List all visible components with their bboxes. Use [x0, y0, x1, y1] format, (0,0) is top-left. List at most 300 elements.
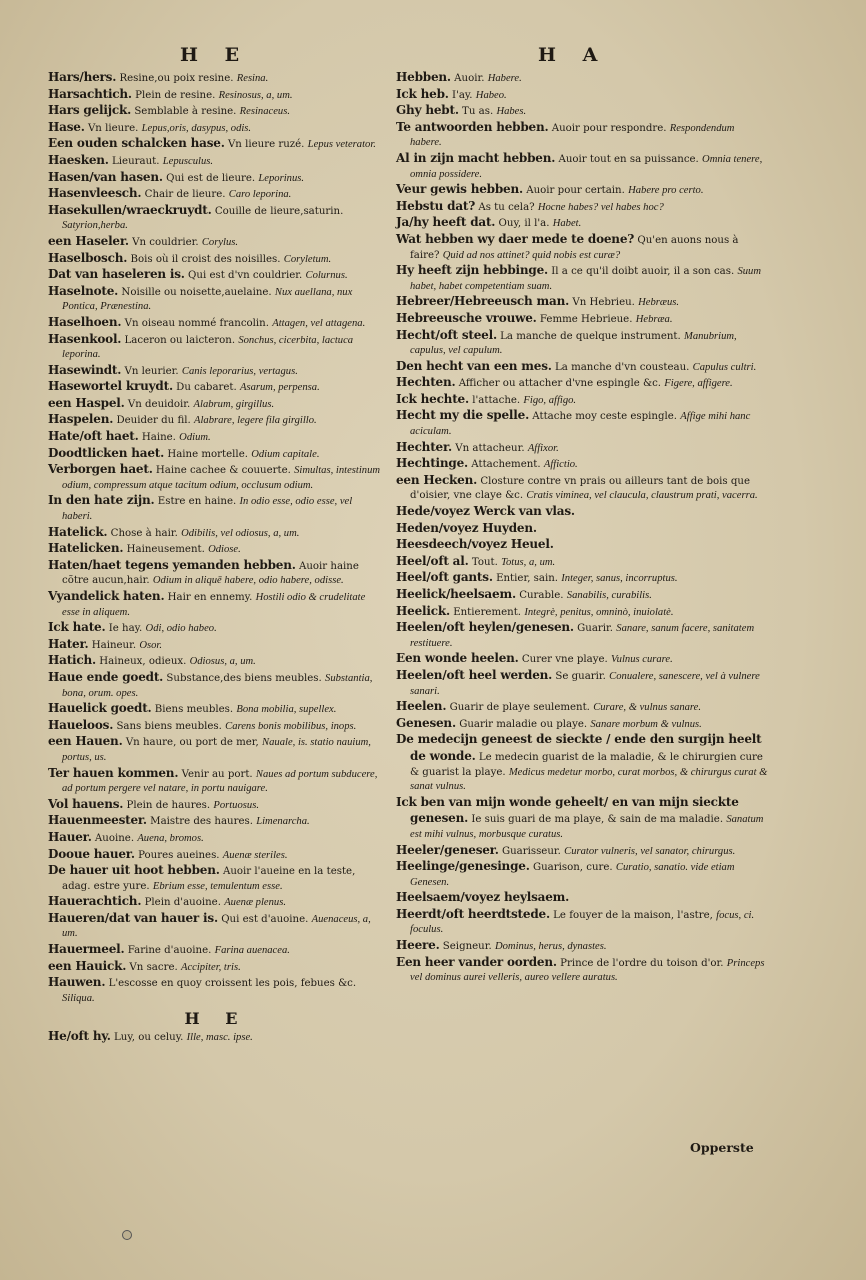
entry-latin: Farina auenacea. — [214, 945, 290, 957]
entry-headword: Hate/oft haet. — [48, 429, 139, 444]
dictionary-entry — [396, 408, 768, 439]
entry-latin: Sanare morbum & vulnus. — [590, 718, 702, 730]
entry-french: Tu as. — [462, 106, 494, 118]
entry-headword: Hechtinge. — [396, 456, 469, 471]
entry-latin: Limenarcha. — [256, 816, 310, 828]
entry-french: Ie suis guari de ma playe, & sain de ma maladie. — [471, 814, 724, 826]
entry-latin: Simultas, intestinum odium, compressum atque tacitum odium, occlusum odium. — [62, 465, 381, 491]
entry-french: Haineusement. — [126, 544, 205, 556]
entry-headword: Hauermeel. — [48, 942, 125, 957]
entry-headword: Al in zijn macht hebben. — [396, 150, 556, 165]
dictionary-entry — [396, 359, 768, 376]
entry-latin: Integer, sanus, incorruptus. — [561, 573, 678, 585]
entry-french: As tu cela? — [478, 201, 535, 213]
entry-headword: een Haspel. — [48, 395, 125, 410]
entry-latin: Odibilis, vel odiosus, a, um. — [181, 527, 300, 539]
entry-french: Chose à hair. — [110, 527, 178, 539]
entry-french: Guarir. — [577, 623, 614, 635]
entry-latin: Odiosus, a, um. — [189, 656, 256, 668]
dictionary-entry — [396, 328, 768, 359]
entry-headword: Hasewindt. — [48, 362, 122, 377]
entry-headword: Heelen/oft heel werden. — [396, 667, 553, 682]
dictionary-entry — [396, 263, 768, 294]
dictionary-entry — [48, 412, 384, 429]
entry-headword: Hauenmeester. — [48, 813, 147, 828]
dictionary-entry — [48, 120, 384, 137]
dictionary-entry — [48, 734, 384, 765]
entry-latin: Vulnus curare. — [610, 654, 673, 666]
entry-latin: Curare, & vulnus sanare. — [593, 702, 701, 714]
entry-headword: Hasenkool. — [48, 331, 122, 346]
entry-headword: Ick hechte. — [396, 391, 469, 406]
entry-headword: Dat van haseleren is. — [48, 267, 185, 282]
entry-french: Le medecin guarist de la maladie, & le chirurgien cure & guarist la playe. — [410, 751, 763, 778]
dictionary-entry — [48, 396, 384, 413]
entry-french: Auoine. — [94, 832, 135, 844]
entry-latin: Habere pro certo. — [628, 185, 704, 197]
dictionary-entry — [396, 570, 768, 587]
entry-latin: Totus, a, um. — [501, 556, 556, 568]
entry-latin: Canis leporarius, vertagus. — [181, 365, 298, 377]
dictionary-entry — [396, 199, 768, 216]
entry-french: Lieuraut. — [112, 155, 160, 167]
entry-headword: Hars gelijck. — [48, 103, 132, 118]
entry-latin: Auenaceus, a, um. — [62, 913, 371, 940]
dictionary-entry — [396, 521, 768, 538]
entry-french: Haine cachee & couuerte. — [155, 465, 291, 477]
entry-french: Auoir pour respondre. — [551, 122, 667, 134]
dictionary-entry — [48, 153, 384, 170]
entry-latin: Alabrum, girgillus. — [193, 398, 275, 410]
entry-latin: Cratis viminea, vel claucula, claustrum prati, vacerra. — [526, 490, 758, 502]
dictionary-entry — [396, 890, 768, 907]
entry-french: Haineur. — [91, 639, 137, 651]
entry-french: Se guarir. — [555, 670, 606, 682]
entry-headword: Hauelick goedt. — [48, 701, 152, 716]
entry-latin: Suum habet, habet competentiam suam. — [410, 266, 761, 292]
entry-headword: In den hate zijn. — [48, 493, 155, 508]
entry-headword: Haesken. — [48, 152, 109, 167]
entry-headword: Heelick. — [396, 603, 450, 618]
entry-latin: Habeo. — [475, 89, 507, 101]
entry-latin: Affictio. — [543, 459, 578, 471]
entry-french: Femme Hebrieue. — [539, 313, 633, 325]
dictionary-entry — [396, 537, 768, 554]
entry-french: Auoir l'aueine en la teste, adag. estre yure. — [62, 866, 356, 892]
catchword: Opperste — [690, 1140, 754, 1155]
entry-french: Vn leurier. — [124, 365, 179, 377]
dictionary-entry — [48, 446, 384, 463]
entry-french: Luy, ou celuy. — [114, 1032, 184, 1044]
entry-headword: een Hecken. — [396, 472, 478, 487]
entry-latin: Siliqua. — [62, 992, 95, 1004]
entry-latin: In odio esse, odio esse, vel haberi. — [62, 496, 353, 523]
entry-headword: Ick heb. — [396, 86, 449, 101]
dictionary-entry — [48, 429, 384, 446]
entry-headword: Haueloos. — [48, 717, 114, 732]
entry-headword: Haueren/dat van hauer is. — [48, 910, 218, 925]
entry-latin: Lepusculus. — [162, 155, 214, 167]
entry-headword: Ghy hebt. — [396, 103, 459, 118]
entry-headword: Harsachtich. — [48, 86, 132, 101]
entry-french: Ie hay. — [108, 623, 143, 635]
entry-french: Vn deuidoir. — [127, 398, 191, 410]
entry-latin: Habet. — [552, 218, 582, 230]
entry-latin: Osor. — [139, 639, 163, 651]
entry-headword: Hars/hers. — [48, 70, 117, 84]
entry-french: Sans biens meubles. — [116, 720, 222, 732]
running-head-left: H E — [180, 44, 250, 66]
entry-french: Noisille ou noisette,auelaine. — [121, 286, 272, 298]
entry-headword: De hauer uit hoot hebben. — [48, 863, 220, 878]
entry-latin: focus, ci. foculus. — [410, 909, 755, 936]
entry-french: Attachement. — [471, 459, 541, 471]
entry-headword: Heelsaem/voyez heylsaem. — [396, 890, 570, 905]
entry-french: Haineux, odieux. — [99, 656, 187, 668]
dictionary-entry — [48, 620, 384, 637]
entry-headword: Hauerachtich. — [48, 894, 142, 909]
dictionary-entry — [48, 493, 384, 524]
dictionary-entry — [396, 604, 768, 621]
dictionary-entry — [396, 651, 768, 668]
entry-french: Bois où il croist des noisilles. — [130, 253, 281, 265]
entry-french: Le fouyer de la maison, l'astre, — [553, 909, 713, 921]
entry-french: Prince de l'ordre du toison d'or. — [560, 957, 724, 969]
dictionary-entry — [48, 541, 384, 558]
dictionary-entry — [396, 473, 768, 504]
entry-latin: Sanabilis, curabilis. — [566, 590, 652, 601]
entry-headword: Hasekullen/wraeckruydt. — [48, 202, 212, 217]
entry-headword: Een wonde heelen. — [396, 651, 519, 666]
dictionary-entry — [396, 716, 768, 733]
entry-french: Venir au port. — [181, 768, 253, 780]
entry-french: Deuider du fil. — [116, 415, 191, 427]
dictionary-entry — [48, 766, 384, 797]
entry-french: Vn lieure. — [87, 122, 139, 134]
dictionary-entry — [396, 440, 768, 457]
entry-latin: Hebræa. — [635, 313, 673, 325]
entry-french: Vn couldrier. — [132, 236, 199, 248]
entry-headword: Hasen/van hasen. — [48, 169, 163, 184]
entry-latin: Auena, bromos. — [137, 832, 204, 844]
entry-latin: Colurnus. — [305, 270, 348, 282]
entry-headword: Heelen. — [396, 699, 447, 714]
entry-headword: Hechter. — [396, 439, 452, 454]
entry-headword: Heeler/geneser. — [396, 842, 499, 857]
entry-french: Guarir de playe seulement. — [449, 702, 590, 714]
dictionary-entry — [396, 668, 768, 699]
entry-latin: Sanare, sanum facere, sanitatem restituere. — [410, 623, 755, 649]
entry-french: Attache moy ceste espingle. — [532, 411, 678, 423]
dictionary-entry — [396, 907, 768, 938]
entry-headword: Den hecht van een mes. — [396, 358, 552, 373]
entry-headword: Een heer vander oorden. — [396, 954, 557, 969]
dictionary-entry — [48, 70, 384, 87]
entry-headword: een Haseler. — [48, 233, 129, 248]
entry-latin: Hostili odio & crudelitate esse in aliquem. — [62, 592, 366, 618]
entry-headword: Hasewortel kruydt. — [48, 379, 173, 394]
entry-headword: Doodtlicken haet. — [48, 445, 165, 460]
dictionary-entry — [396, 392, 768, 409]
dictionary-entry — [48, 251, 384, 268]
entry-headword: Heerdt/oft heerdtstede. — [396, 906, 550, 921]
dictionary-entry — [48, 797, 384, 814]
entry-latin: Lepus,oris, dasypus, odis. — [141, 122, 252, 134]
entry-headword: Haselbosch. — [48, 250, 128, 265]
dictionary-entry — [48, 894, 384, 911]
right-column — [396, 70, 768, 986]
entry-headword: Heelick/heelsaem. — [396, 587, 516, 601]
entry-latin: Capulus cultri. — [692, 361, 757, 373]
entry-headword: Hecht my die spelle. — [396, 408, 530, 423]
entry-headword: De medecijn geneest de sieckte / ende den surgijn heelt de wonde. — [396, 732, 762, 763]
entry-french: Vn haure, ou port de mer, — [125, 737, 259, 749]
entry-headword: Haselnote. — [48, 283, 119, 298]
dictionary-entry — [48, 558, 384, 589]
entry-french: I'ay. — [452, 89, 473, 101]
entry-headword: Haten/haet tegens yemanden hebben. — [48, 557, 296, 572]
entry-latin: Princeps vel dominus aurei velleris, aureo vellere auratus. — [410, 957, 765, 984]
dictionary-entry — [48, 462, 384, 493]
entry-french: Guarir maladie ou playe. — [459, 718, 588, 730]
entry-latin: Satyrion,herba. — [62, 220, 128, 232]
dictionary-entry — [396, 938, 768, 955]
dictionary-entry — [396, 70, 768, 87]
entry-latin: Accipiter, tris. — [180, 961, 241, 973]
entry-latin: Affixor. — [527, 442, 559, 454]
entry-latin: Habes. — [496, 106, 527, 118]
entry-french: Du cabaret. — [176, 382, 237, 394]
entry-french: Vn Hebrieu. — [572, 297, 635, 309]
entry-headword: Heel/oft gants. — [396, 570, 493, 585]
dictionary-entry — [396, 699, 768, 716]
entry-french: Semblable à resine. — [134, 106, 237, 118]
entry-french: Qui est d'vn couldrier. — [188, 270, 303, 282]
dictionary-entry — [48, 379, 384, 396]
entry-headword: Hater. — [48, 636, 89, 651]
entry-headword: Heere. — [396, 938, 440, 953]
dictionary-entry — [396, 795, 768, 843]
entry-headword: Hasenvleesch. — [48, 186, 142, 201]
entry-latin: Curatio, sanatio. vide etiam Genesen. — [410, 862, 735, 888]
entry-french: Auoir pour certain. — [526, 185, 625, 197]
entry-headword: een Hauen. — [48, 734, 123, 749]
entry-latin: Sonchus, cicerbita, lactuca leporina. — [62, 334, 354, 361]
entry-latin: Medicus medetur morbo, curat morbos, & chirurgus curat & sanat vulnus. — [410, 766, 768, 793]
entry-headword: Haue ende goedt. — [48, 669, 164, 684]
entry-latin: Hocne habes? vel habes hoc? — [537, 201, 664, 213]
dictionary-entry — [396, 120, 768, 151]
entry-latin: Quid ad nos attinet? quid nobis est curæ? — [442, 249, 621, 261]
dictionary-entry — [396, 732, 768, 794]
dictionary-entry — [396, 620, 768, 651]
entry-headword: Hechten. — [396, 375, 456, 390]
entry-headword: Hatelick. — [48, 524, 108, 539]
entry-french: Substance,des biens meubles. — [166, 672, 322, 684]
entry-latin: Omnia tenere, omnia possidere. — [410, 153, 763, 180]
dictionary-entry — [48, 203, 384, 234]
dictionary-entry — [48, 103, 384, 120]
entry-french: Vn attacheur. — [455, 442, 525, 454]
entry-latin: Resinaceus. — [239, 106, 290, 118]
entry-french: Chair de lieure. — [144, 189, 226, 201]
dictionary-entry — [48, 136, 384, 153]
entry-latin: Alabrare, legere fila girgillo. — [194, 415, 317, 427]
entry-headword: Vyandelick haten. — [48, 589, 165, 603]
entry-headword: Hy heeft zijn hebbinge. — [396, 263, 549, 278]
dictionary-entry — [396, 955, 768, 986]
entry-headword: Dooue hauer. — [48, 846, 135, 861]
entry-latin: Affige mihi hanc aciculam. — [410, 411, 751, 438]
entry-french: L'escosse en quoy croissent les pois, febues &c. — [108, 978, 357, 990]
dictionary-entry — [48, 718, 384, 735]
entry-latin: Odium. — [179, 432, 211, 444]
entry-latin: Ebrium esse, temulentum esse. — [152, 880, 283, 892]
entry-latin: Bona mobilia, supellex. — [236, 704, 337, 716]
dictionary-entry — [48, 637, 384, 654]
entry-french: Entierement. — [453, 606, 522, 618]
entry-french: Resine,ou poix resine. — [119, 73, 234, 84]
entry-headword: Genesen. — [396, 715, 456, 730]
entry-latin: Integrè, penitus, omninò, inuiolatè. — [524, 606, 674, 618]
entry-headword: Heesdeech/voyez Heuel. — [396, 537, 554, 552]
dictionary-entry — [396, 587, 768, 604]
entry-french: Il a ce qu'il doibt auoir, il a son cas. — [551, 266, 735, 278]
entry-headword: Ter hauen kommen. — [48, 765, 179, 780]
dictionary-entry — [396, 215, 768, 232]
entry-latin: Dominus, herus, dynastes. — [494, 941, 607, 953]
dictionary-entry — [48, 959, 384, 976]
dictionary-entry — [48, 1029, 384, 1046]
entry-french: Farine d'auoine. — [127, 945, 212, 957]
entry-latin: Auenæ steriles. — [222, 849, 288, 861]
entry-latin: Sanatum est mihi vulnus, morbusque curatus. — [410, 814, 764, 840]
entry-french: Couille de lieure,saturin. — [214, 205, 344, 217]
dictionary-entry — [48, 830, 384, 847]
dictionary-entry — [48, 284, 384, 315]
entry-latin: Habere. — [487, 73, 522, 84]
dictionary-entry — [48, 315, 384, 332]
entry-headword: Wat hebben wy daer mede te doene? — [396, 231, 635, 246]
entry-french: Estre en haine. — [157, 496, 237, 508]
entry-french: Biens meubles. — [154, 704, 234, 716]
entry-headword: Ja/hy heeft dat. — [396, 215, 496, 230]
dictionary-entry — [48, 363, 384, 380]
entry-headword: Haselhoen. — [48, 314, 122, 329]
entry-french: Curer vne playe. — [521, 654, 608, 666]
entry-latin: Corylus. — [201, 236, 239, 248]
entry-headword: He/oft hy. — [48, 1029, 111, 1044]
entry-headword: Hebstu dat? — [396, 198, 476, 213]
dictionary-entry — [396, 182, 768, 199]
entry-latin: Respondendum habere. — [410, 122, 735, 149]
entry-headword: Heelinge/genesinge. — [396, 859, 530, 874]
entry-french: Guarison, cure. — [532, 862, 613, 874]
dictionary-entry — [48, 525, 384, 542]
entry-headword: Heden/voyez Huyden. — [396, 520, 537, 535]
entry-latin: Hebræus. — [638, 297, 680, 309]
section-heading: H E — [184, 1009, 248, 1029]
entry-french: Laceron ou laicteron. — [124, 334, 236, 346]
entry-headword: Hauer. — [48, 829, 92, 844]
entry-french: Ouy, il l'a. — [498, 218, 550, 230]
entry-latin: Curator vulneris, vel sanator, chirurgus. — [564, 845, 736, 857]
entry-latin: Nauale, is. statio nauium, portus, us. — [62, 737, 371, 763]
dictionary-entry — [48, 813, 384, 830]
entry-latin: Manubrium, capulus, vel capulum. — [410, 330, 737, 357]
entry-headword: Vol hauens. — [48, 796, 124, 811]
printer-mark-icon — [122, 1230, 132, 1240]
dictionary-entry — [396, 843, 768, 860]
dictionary-entry — [48, 942, 384, 959]
entry-headword: Ick hate. — [48, 620, 106, 635]
entry-headword: Hatich. — [48, 653, 97, 668]
entry-french: Qui est d'auoine. — [221, 913, 309, 925]
entry-french: Plein de resine. — [135, 89, 216, 101]
entry-latin: Substantia, bona, orum. opes. — [62, 672, 373, 699]
dictionary-entry — [48, 847, 384, 864]
entry-french: Vn lieure ruzé. — [227, 139, 305, 151]
entry-french: Haine. — [141, 432, 176, 444]
dictionary-entry — [48, 170, 384, 187]
dictionary-entry — [48, 863, 384, 894]
entry-latin: Conualere, sanescere, vel à vulnere sanari. — [410, 670, 760, 697]
dictionary-entry — [396, 311, 768, 328]
entry-headword: Heel/oft al. — [396, 553, 469, 568]
dictionary-entry — [396, 103, 768, 120]
entry-headword: Hecht/oft steel. — [396, 327, 497, 342]
dictionary-entry — [48, 267, 384, 284]
entry-french: Haine mortelle. — [167, 448, 248, 460]
entry-latin: Odi, odio habeo. — [145, 623, 217, 635]
entry-latin: Leporinus. — [258, 172, 305, 184]
entry-latin: Figere, affigere. — [664, 378, 733, 390]
dictionary-entry — [48, 87, 384, 104]
entry-french: Maistre des haures. — [150, 816, 253, 828]
dictionary-entry — [48, 701, 384, 718]
entry-french: Seigneur. — [442, 941, 492, 953]
dictionary-entry — [396, 554, 768, 571]
entry-french: Afficher ou attacher d'vne espingle &c. — [458, 378, 662, 390]
entry-french: l'attache. — [472, 394, 521, 406]
entry-latin: Coryletum. — [283, 253, 332, 265]
entry-latin: Caro leporina. — [228, 189, 292, 201]
entry-latin: Asarum, perpensa. — [240, 382, 320, 394]
entry-headword: Verborgen haet. — [48, 462, 153, 477]
entry-french: Vn sacre. — [129, 961, 178, 973]
entry-french: Curable. — [519, 590, 564, 601]
entry-french: Qu'en auons nous à faire? — [410, 234, 739, 261]
dictionary-entry — [48, 975, 384, 1006]
entry-headword: Hede/voyez Werck van vlas. — [396, 504, 575, 519]
entry-latin: Carens bonis mobilibus, inops. — [225, 720, 357, 732]
entry-french: Vn oiseau nommé francolin. — [124, 317, 269, 329]
dictionary-entry — [396, 859, 768, 890]
left-column — [48, 70, 384, 1046]
entry-french: Auoir. — [454, 73, 485, 84]
dictionary-entry — [48, 653, 384, 670]
dictionary-entry — [396, 294, 768, 311]
entry-headword: een Hauick. — [48, 958, 127, 973]
entry-french: Entier, sain. — [496, 573, 559, 585]
dictionary-entry — [48, 670, 384, 701]
entry-latin: Resinosus, a, um. — [218, 89, 293, 101]
entry-headword: Hebreeusche vrouwe. — [396, 310, 537, 325]
entry-latin: Portuosus. — [213, 799, 259, 811]
entry-french: Closture contre vn prais ou ailleurs tant de bois que d'oisier, vne claye &c. — [410, 475, 750, 502]
entry-latin: Odium capitale. — [251, 448, 320, 460]
entry-french: Auoir haine cõtre aucun,hair. — [62, 560, 359, 587]
